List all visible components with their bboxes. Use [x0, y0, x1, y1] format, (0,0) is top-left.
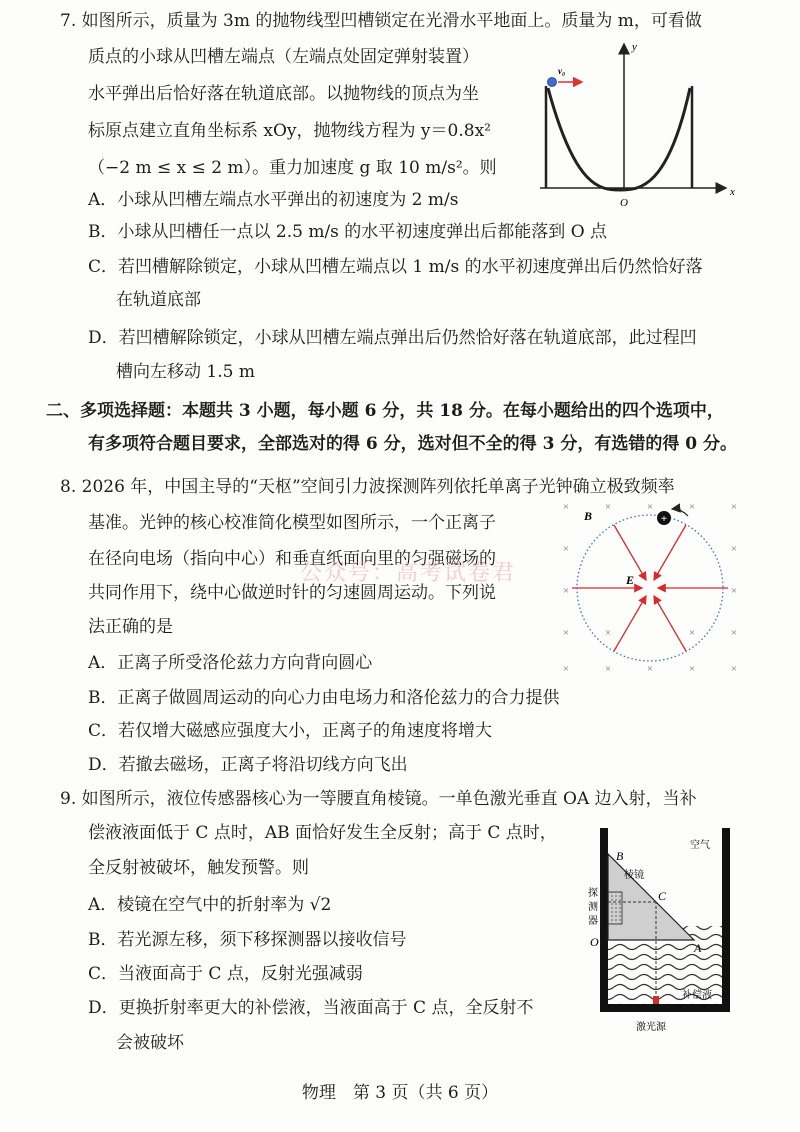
- ball: [548, 78, 557, 87]
- q8-option-d: D．若撤去磁场，正离子将沿切线方向飞出: [88, 755, 408, 775]
- q8-line-3: 在径向电场（指向中心）和垂直纸面向里的匀强磁场的: [88, 549, 496, 569]
- field-cross: ×: [688, 663, 696, 675]
- watermark: 公众号：高考试卷君: [300, 561, 517, 586]
- detector-label-1: 探: [588, 888, 598, 899]
- ion-charge-sign: +: [660, 513, 668, 525]
- q8-line-1: 8. 2026 年，中国主导的“天枢”空间引力波探测阵列依托单离子光钟确立极致频率: [60, 477, 675, 497]
- field-cross: ×: [646, 501, 654, 513]
- q8-line-5: 法正确的是: [88, 617, 173, 637]
- field-cross: ×: [730, 543, 738, 555]
- field-cross: ×: [730, 627, 738, 639]
- b-label: B: [616, 849, 624, 863]
- q8-option-c: C．若仅增大磁感应强度大小，正离子的角速度将增大: [88, 721, 493, 741]
- field-cross: ×: [730, 663, 738, 675]
- q7-option-c-cont: 在轨道底部: [116, 290, 201, 310]
- q7-line-4: 标原点建立直角坐标系 xOy，抛物线方程为 y＝0.8x²: [88, 121, 491, 141]
- prism-label: 棱镜: [624, 870, 644, 881]
- section2-line-2: 有多项符合题目要求，全部选对的得 6 分，选对但不全的得 3 分，有选错的得 0 分。: [88, 434, 737, 454]
- q7-option-d-cont: 槽向左移动 1.5 m: [116, 362, 255, 382]
- q9-sensor-figure: [590, 822, 740, 1040]
- field-cross: ×: [562, 663, 570, 675]
- c-label: C: [658, 889, 667, 903]
- v0-label: v₀: [558, 66, 566, 76]
- q9-option-d: D．更换折射率更大的补偿液，当液面高于 C 点，全反射不: [88, 998, 534, 1018]
- electric-field-arrows: [572, 525, 728, 651]
- x-axis-label: x: [730, 186, 735, 198]
- q7-line-2: 质点的小球从凹槽左端点（左端点处固定弹射装置）: [88, 47, 479, 67]
- tank-right-wall: [722, 828, 730, 1012]
- detector: [608, 892, 622, 924]
- q7-line-1: 7. 如图所示，质量为 3m 的抛物线型凹槽锁定在光滑水平地面上。质量为 m，可看做: [60, 11, 702, 31]
- field-cross: ×: [562, 627, 570, 639]
- field-cross: ×: [604, 501, 612, 513]
- origin-label: O: [620, 197, 628, 209]
- field-cross: ×: [688, 501, 696, 513]
- q7-line-5: （−2 m ≤ x ≤ 2 m）。重力加速度 g 取 10 m/s²。则: [88, 158, 497, 178]
- section2-line-1: 二、多项选择题：本题共 3 小题，每小题 6 分，共 18 分。在每小题给出的四个选项中，: [46, 401, 724, 421]
- tank-bottom: [600, 1004, 730, 1012]
- q9-line-3: 全反射被破坏，触发预警。则: [88, 858, 309, 878]
- parabola-curve: [548, 88, 690, 190]
- q8-line-2: 基准。光钟的核心校准简化模型如图所示，一个正离子: [88, 513, 496, 533]
- q8-field-figure: [558, 500, 738, 675]
- q8-line-4: 共同作用下，绕中心做逆时针的匀速圆周运动。下列说: [88, 583, 496, 603]
- b-label: B: [584, 509, 593, 523]
- q9-line-1: 9. 如图所示，液位传感器核心为一等腰直角棱镜。一单色激光垂直 OA 边入射，当补: [60, 789, 697, 809]
- q9-option-a: A．棱镜在空气中的折射率为 √2: [88, 895, 332, 915]
- q9-line-2: 偿液液面低于 C 点时，AB 面恰好发生全反射；高于 C 点时，: [88, 823, 557, 843]
- air-label: 空气: [690, 840, 710, 851]
- q9-option-d-cont: 会被破坏: [116, 1033, 184, 1053]
- page-footer: 物理 第 3 页（共 6 页）: [301, 1083, 499, 1103]
- e-label: E: [626, 573, 635, 587]
- field-cross: ×: [730, 585, 738, 597]
- field-cross: ×: [562, 585, 570, 597]
- field-cross: ×: [604, 663, 612, 675]
- liquid-label: 补偿液: [682, 990, 712, 1001]
- field-cross: ×: [562, 501, 570, 513]
- a-label: A: [694, 941, 702, 955]
- field-cross: ×: [562, 543, 570, 555]
- detector-label-2: 测: [588, 902, 598, 913]
- tank-left-wall: [600, 828, 608, 1012]
- field-cross: ×: [730, 501, 738, 513]
- q9-option-b: B．若光源左移，须下移探测器以接收信号: [88, 930, 407, 950]
- o-label: O: [590, 935, 599, 949]
- q7-parabola-figure: [540, 38, 745, 210]
- q7-option-d: D．若凹槽解除锁定，小球从凹槽左端点弹出后仍然恰好落在轨道底部，此过程凹: [88, 328, 697, 348]
- q7-option-a: A．小球从凹槽左端点水平弹出的初速度为 2 m/s: [88, 190, 459, 210]
- q9-option-c: C．当液面高于 C 点，反射光强减弱: [88, 964, 363, 984]
- q7-line-3: 水平弹出后恰好落在轨道底部。以抛物线的顶点为坐: [88, 84, 479, 104]
- laser-source: [653, 996, 659, 1004]
- rotation-arrow: [672, 509, 688, 516]
- q7-option-b: B．小球从凹槽任一点以 2.5 m/s 的水平初速度弹出后都能落到 O 点: [88, 222, 608, 242]
- q8-option-a: A．正离子所受洛伦兹力方向背向圆心: [88, 653, 373, 673]
- field-cross: ×: [688, 627, 696, 639]
- field-cross: ×: [646, 663, 654, 675]
- y-axis-label: y: [632, 41, 637, 53]
- q8-option-b: B．正离子做圆周运动的向心力由电场力和洛伦兹力的合力提供: [88, 688, 560, 708]
- field-cross: ×: [604, 627, 612, 639]
- detector-label-3: 器: [588, 916, 598, 927]
- source-label: 激光源: [636, 1022, 666, 1033]
- q7-option-c: C．若凹槽解除锁定，小球从凹槽左端点以 1 m/s 的水平初速度弹出后仍然恰好落: [88, 257, 703, 277]
